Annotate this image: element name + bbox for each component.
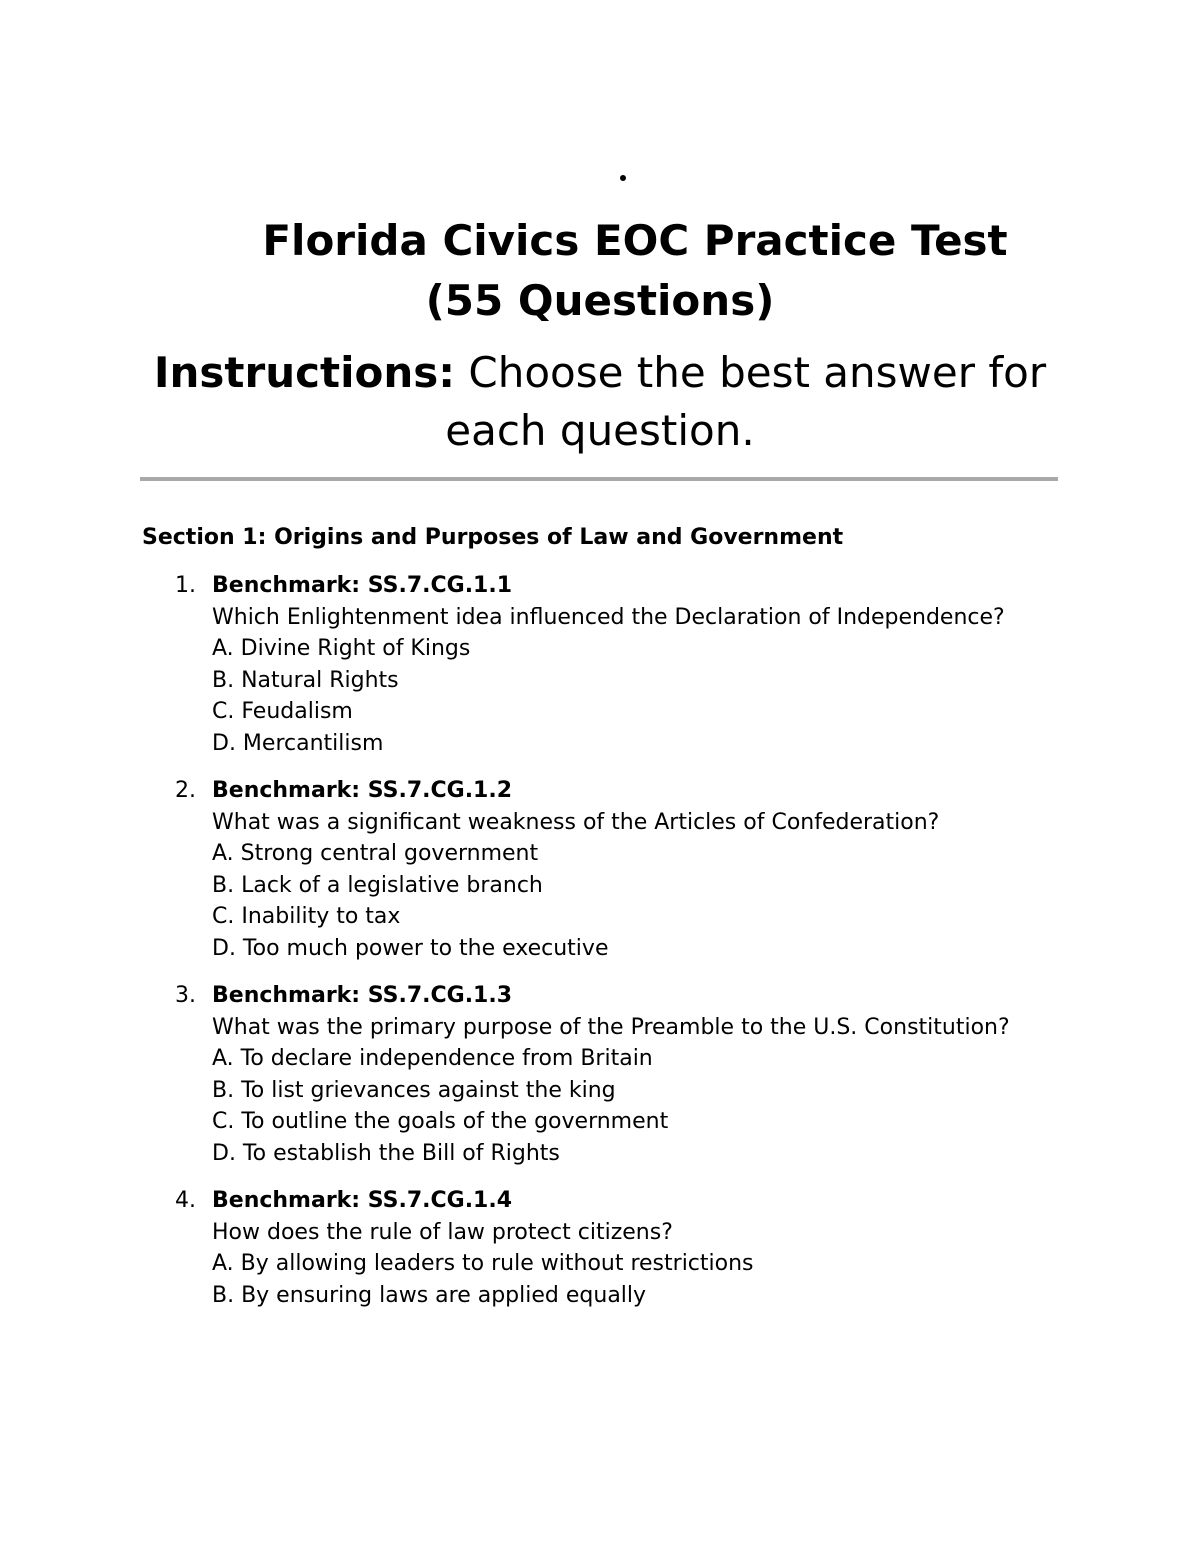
instructions-text: Choose the best answer for each question. <box>445 348 1047 455</box>
question-benchmark: Benchmark: SS.7.CG.1.2 <box>212 778 513 803</box>
instructions-lead: Instructions: <box>153 348 456 397</box>
answer-option: C. To outline the goals of the government <box>212 1109 669 1134</box>
answer-option: D. To establish the Bill of Rights <box>212 1140 560 1166</box>
answer-option: A. Divine Right of Kings <box>212 636 471 661</box>
answer-option: B. To list grievances against the king <box>212 1077 616 1103</box>
answer-option: C. Inability to tax <box>212 904 401 929</box>
answer-option: D. Mercantilism <box>212 730 384 756</box>
question-number: 1. <box>175 573 196 598</box>
answer-option: C. Feudalism <box>212 699 353 724</box>
answer-option: D. Too much power to the executive <box>212 935 609 961</box>
answer-option: A. To declare independence from Britain <box>212 1046 653 1071</box>
horizontal-divider <box>140 477 1058 481</box>
answer-option: A. By allowing leaders to rule without restrictions <box>212 1251 754 1276</box>
question-benchmark: Benchmark: SS.7.CG.1.1 <box>212 573 513 598</box>
question-number: 3. <box>175 983 196 1008</box>
question-text: Which Enlightenment idea influenced the Declaration of Independence? <box>212 604 1005 630</box>
question-item <box>142 1185 1042 1311</box>
page-subtitle: (55 Questions) <box>425 276 775 325</box>
question-item <box>142 570 1042 759</box>
question-item <box>142 775 1042 964</box>
question-list <box>142 570 1042 1327</box>
question-text: How does the rule of law protect citizens? <box>212 1219 673 1245</box>
question-number: 2. <box>175 778 196 803</box>
question-text: What was the primary purpose of the Preamble to the U.S. Constitution? <box>212 1014 1010 1040</box>
page-title: Florida Civics EOC Practice Test <box>262 216 1008 265</box>
section-heading: Section 1: Origins and Purposes of Law and Government <box>142 525 844 550</box>
question-benchmark: Benchmark: SS.7.CG.1.4 <box>212 1188 513 1213</box>
question-text: What was a significant weakness of the Articles of Confederation? <box>212 809 940 835</box>
answer-option: A. Strong central government <box>212 841 539 866</box>
question-item <box>142 980 1042 1169</box>
bullet-dot <box>620 175 626 181</box>
answer-option: B. Lack of a legislative branch <box>212 872 543 898</box>
answer-option: B. Natural Rights <box>212 667 399 693</box>
question-benchmark: Benchmark: SS.7.CG.1.3 <box>212 983 513 1008</box>
answer-option: B. By ensuring laws are applied equally <box>212 1282 647 1308</box>
instructions <box>140 344 1060 460</box>
question-number: 4. <box>175 1188 196 1213</box>
